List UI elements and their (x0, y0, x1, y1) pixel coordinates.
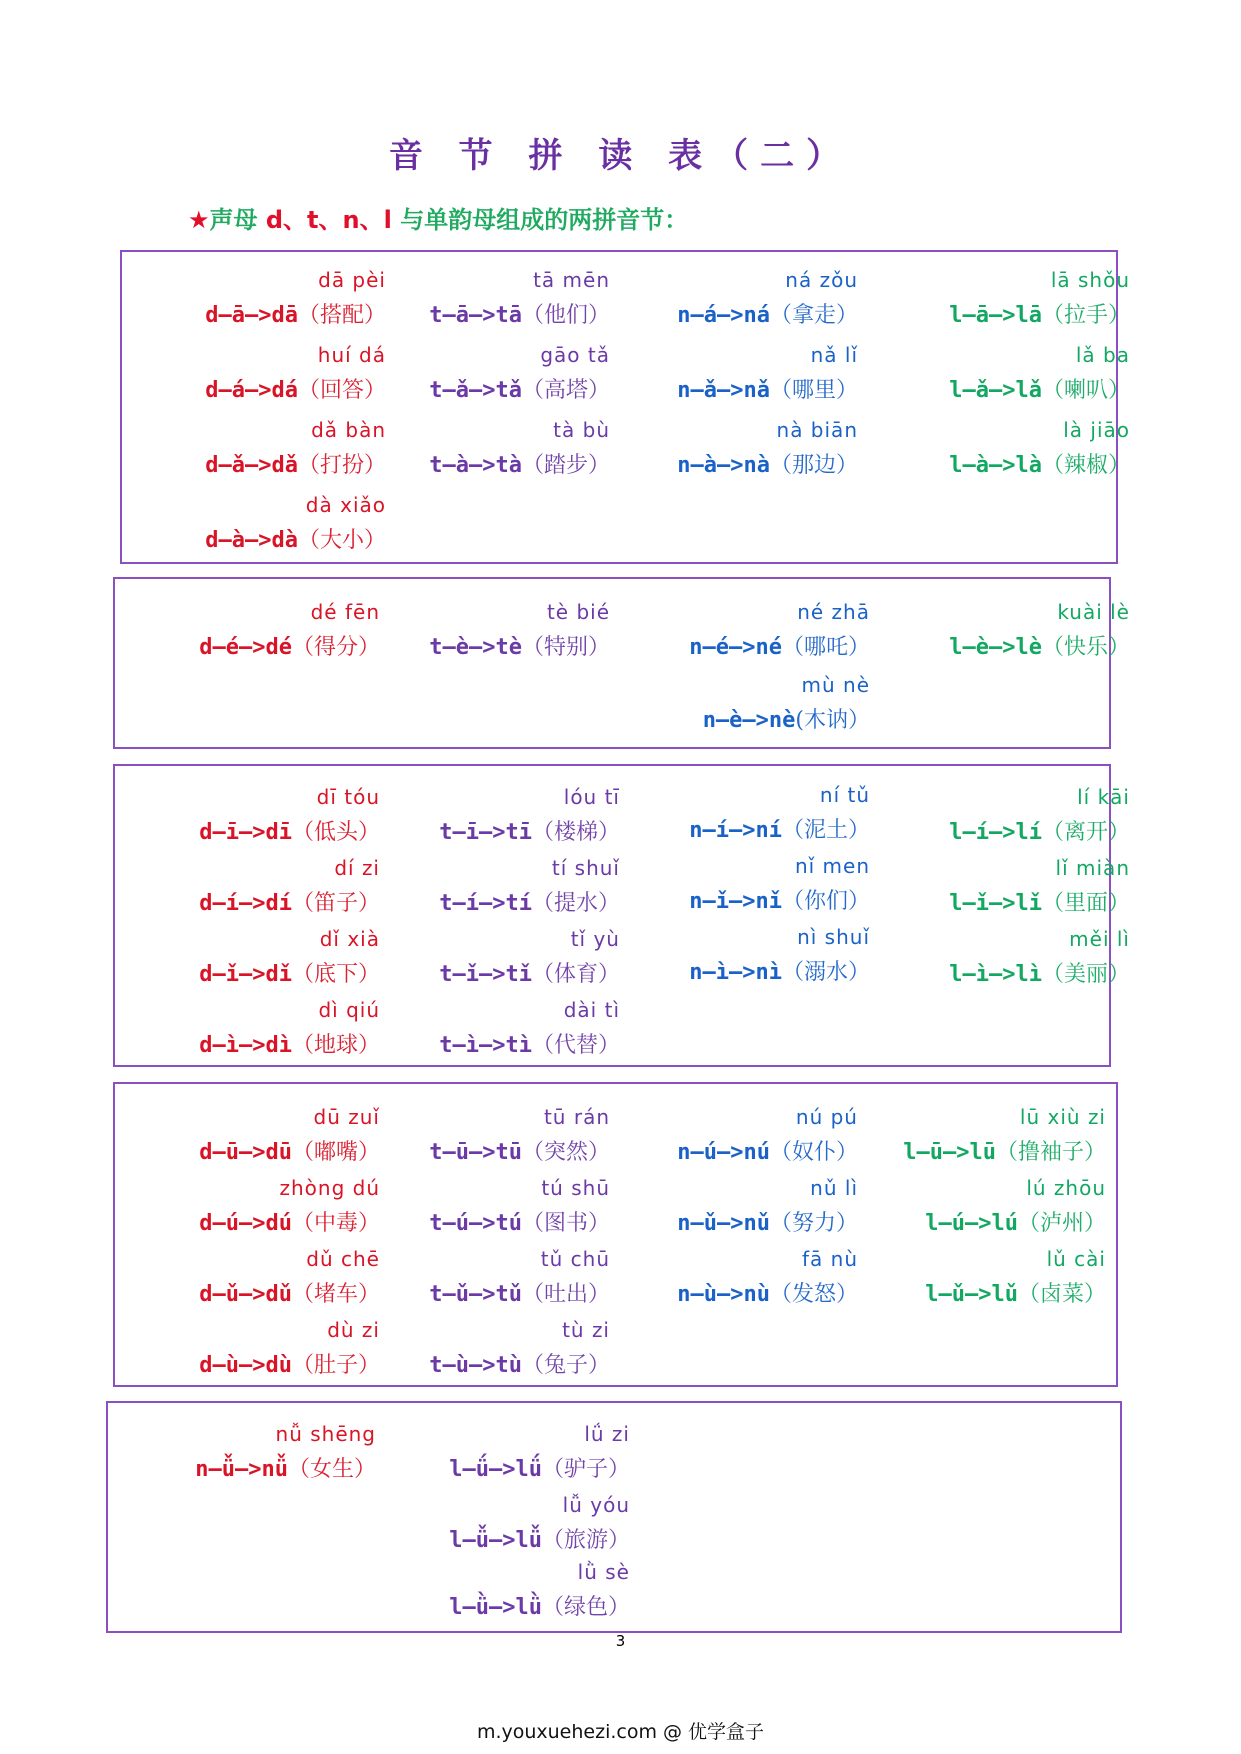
spelling-formula-row (588, 1205, 858, 1243)
spelling-formula-row (340, 447, 610, 485)
pinyin-label: dā pèi (318, 268, 386, 292)
spelling-formula: l—ú—>lú (925, 1211, 1018, 1236)
syllable-cell (360, 1555, 630, 1627)
spelling-formula-row (588, 1134, 858, 1172)
example-word: （美丽） (1041, 962, 1130, 987)
example-word: （拿走） (769, 303, 858, 328)
example-word: （那边） (769, 453, 858, 478)
pinyin-label: nǐ men (794, 854, 870, 878)
pinyin-label: lǚ yóu (562, 1493, 630, 1517)
spelling-formula-row (588, 297, 858, 335)
example-word: （低头） (291, 820, 380, 845)
example-word: （搭配） (297, 303, 386, 328)
spelling-formula: t—ǐ—>tǐ (439, 962, 532, 987)
syllable-cell (340, 1242, 610, 1314)
subtitle-prefix: 声母 (209, 206, 266, 234)
syllable-cell (350, 993, 620, 1065)
page-number: 3 (615, 1632, 626, 1650)
example-word: （你们） (781, 889, 870, 914)
example-word: （哪里） (769, 378, 858, 403)
spelling-formula-row (836, 1205, 1106, 1243)
pinyin-label: ná zǒu (785, 268, 858, 292)
spelling-formula-row (860, 814, 1130, 852)
example-word: （特别） (521, 635, 610, 660)
spelling-formula: n—í—>ní (689, 818, 782, 843)
syllable-cell (860, 922, 1130, 994)
spelling-formula: t—à—>tà (429, 453, 522, 478)
syllable-cell (600, 920, 870, 992)
spelling-formula-row (860, 956, 1130, 994)
spelling-formula: d—ǎ—>dǎ (205, 453, 298, 478)
example-word: （楼梯） (531, 820, 620, 845)
example-word: （喇叭） (1041, 378, 1130, 403)
footer-watermark: m.youxuehezi.com @ 优学盒子 (476, 1721, 765, 1743)
example-word: （突然） (521, 1140, 610, 1165)
pinyin-label: mù nè (801, 673, 870, 697)
example-word: （兔子） (521, 1353, 610, 1378)
spelling-formula: n—á—>ná (677, 303, 770, 328)
example-word: （女生） (287, 1457, 376, 1482)
example-word: （体育） (531, 962, 620, 987)
spelling-formula-row (588, 372, 858, 410)
spelling-formula-row (360, 1451, 630, 1489)
example-word: （笛子） (291, 891, 380, 916)
pinyin-label: nà biān (776, 418, 858, 442)
spelling-formula: n—ì—>nì (689, 960, 782, 985)
syllable-cell (588, 338, 858, 410)
example-word: （高塔） (521, 378, 610, 403)
syllable-cell (588, 263, 858, 335)
spelling-formula: t—ā—>tā (429, 303, 522, 328)
pinyin-label: lí kāi (1077, 785, 1130, 809)
pinyin-label: gāo tǎ (540, 343, 610, 367)
pinyin-label: lǐ miàn (1055, 856, 1130, 880)
example-word: （快乐） (1041, 635, 1130, 660)
spelling-formula: t—ù—>tù (429, 1353, 522, 1378)
example-word: （溺水） (781, 960, 870, 985)
example-word: （代替） (531, 1033, 620, 1058)
pinyin-label: lū xiù zi (1019, 1105, 1106, 1129)
pinyin-label: lǘ zi (584, 1422, 630, 1446)
syllable-cell (116, 488, 386, 560)
syllable-cell (860, 595, 1130, 667)
pinyin-label: dù zi (327, 1318, 380, 1342)
spelling-formula-row (588, 447, 858, 485)
spelling-formula: d—é—>dé (199, 635, 292, 660)
spelling-formula: d—á—>dá (205, 378, 298, 403)
syllable-cell (860, 263, 1130, 335)
spelling-formula-row (860, 629, 1130, 667)
example-word: （里面） (1041, 891, 1130, 916)
syllable-cell (110, 922, 380, 994)
example-word: （肚子） (291, 1353, 380, 1378)
pinyin-label: tú shū (541, 1176, 610, 1200)
spelling-formula: t—ǔ—>tǔ (429, 1282, 522, 1307)
syllable-cell (350, 851, 620, 923)
spelling-formula: d—à—>dà (205, 528, 298, 553)
spelling-formula: l—ū—>lū (903, 1140, 996, 1165)
page-title: 音 节 拼 读 表（二） (388, 136, 853, 176)
pinyin-label: tǔ chū (540, 1247, 610, 1271)
syllable-cell (350, 922, 620, 994)
syllable-cell (588, 1100, 858, 1172)
subtitle-letters: d、t、n、l (265, 206, 392, 234)
syllable-cell (340, 1171, 610, 1243)
spelling-formula: l—ǚ—>lǚ (449, 1528, 542, 1553)
pinyin-label: nǚ shēng (275, 1422, 376, 1446)
pinyin-label: ní tǔ (819, 783, 870, 807)
pinyin-label: nǔ lì (810, 1176, 858, 1200)
example-word: （大小） (297, 528, 386, 553)
example-word: （提水） (531, 891, 620, 916)
spelling-formula: n—à—>nà (677, 453, 770, 478)
spelling-formula-row (116, 522, 386, 560)
spelling-formula: l—ǜ—>lǜ (449, 1595, 542, 1620)
pinyin-label: dà xiǎo (305, 493, 386, 517)
spelling-formula-row (350, 885, 620, 923)
spelling-formula-row (860, 297, 1130, 335)
example-word: （打扮） (297, 453, 386, 478)
spelling-formula: l—à—>là (949, 453, 1042, 478)
pinyin-label: tè bié (546, 600, 610, 624)
spelling-formula: d—ǐ—>dǐ (199, 962, 292, 987)
spelling-formula: n—è—>nè (702, 708, 796, 733)
example-word: （拉手） (1041, 303, 1130, 328)
syllable-cell (340, 595, 610, 667)
syllable-cell (360, 1417, 630, 1489)
spelling-formula-row (106, 1451, 376, 1489)
example-word: （努力） (769, 1211, 858, 1236)
example-word: （泥土） (781, 818, 870, 843)
spelling-formula: t—è—>tè (429, 635, 522, 660)
spelling-formula: d—ǔ—>dǔ (199, 1282, 292, 1307)
spelling-formula: n—ǐ—>nǐ (689, 889, 782, 914)
pinyin-label: né zhā (797, 600, 870, 624)
spelling-formula: t—ú—>tú (429, 1211, 522, 1236)
spelling-formula-row (110, 1027, 380, 1065)
example-word: （踏步） (521, 453, 610, 478)
spelling-formula: d—ī—>dī (199, 820, 292, 845)
spelling-formula: d—ú—>dú (199, 1211, 292, 1236)
pinyin-label: nì shuǐ (797, 925, 870, 949)
pinyin-label: dài tì (563, 998, 620, 1022)
pinyin-label: nǎ lǐ (810, 343, 858, 367)
example-word: （旅游） (541, 1528, 630, 1553)
spelling-formula: l—ǔ—>lǔ (925, 1282, 1018, 1307)
pinyin-label: tū rán (543, 1105, 610, 1129)
pinyin-label: dé fēn (310, 600, 380, 624)
example-word: （绿色） (541, 1595, 630, 1620)
pinyin-label: měi lì (1069, 927, 1130, 951)
pinyin-label: lóu tī (563, 785, 620, 809)
example-word: （图书） (521, 1211, 610, 1236)
example-word: （撸袖子） (995, 1140, 1106, 1165)
spelling-formula-row (110, 885, 380, 923)
syllable-cell (836, 1242, 1106, 1314)
syllable-cell (106, 1417, 376, 1489)
spelling-formula-row (340, 372, 610, 410)
syllable-cell (110, 993, 380, 1065)
pinyin-label: huí dá (317, 343, 386, 367)
spelling-formula: l—í—>lí (949, 820, 1042, 845)
spelling-formula: n—ǔ—>nǔ (677, 1211, 770, 1236)
example-word: （泸州） (1017, 1211, 1106, 1236)
pinyin-label: tí shuǐ (551, 856, 620, 880)
spelling-formula-row (350, 1027, 620, 1065)
pinyin-label: lǜ sè (577, 1560, 630, 1584)
spelling-formula-row (340, 1347, 610, 1385)
spelling-formula: t—ì—>tì (439, 1033, 532, 1058)
syllable-cell (600, 849, 870, 921)
pinyin-label: lú zhōu (1026, 1176, 1106, 1200)
spelling-formula: n—ǎ—>nǎ (677, 378, 770, 403)
pinyin-label: kuài lè (1057, 600, 1130, 624)
spelling-formula-row (600, 883, 870, 921)
spelling-formula: l—ā—>lā (949, 303, 1042, 328)
spelling-formula-row (360, 1589, 630, 1627)
spelling-formula-row (860, 372, 1130, 410)
spelling-formula-row (600, 702, 870, 740)
spelling-formula-row (600, 629, 870, 667)
example-word: （中毒） (291, 1211, 380, 1236)
spelling-formula-row (588, 1276, 858, 1314)
spelling-formula: n—ú—>nú (677, 1140, 770, 1165)
pinyin-label: nú pú (795, 1105, 858, 1129)
syllable-cell (340, 413, 610, 485)
subtitle-suffix: 与单韵母组成的两拼音节： (391, 206, 689, 234)
pinyin-label: lā shǒu (1050, 268, 1130, 292)
pinyin-label: dǐ xià (319, 927, 380, 951)
spelling-formula: t—ī—>tī (439, 820, 532, 845)
pinyin-label: dǎ bàn (311, 418, 386, 442)
syllable-cell (600, 778, 870, 850)
example-word: （卤菜） (1017, 1282, 1106, 1307)
spelling-formula: l—ǎ—>lǎ (949, 378, 1042, 403)
spelling-formula-row (340, 1205, 610, 1243)
spelling-formula-row (110, 814, 380, 852)
spelling-formula-row (340, 1276, 610, 1314)
spelling-formula: d—ū—>dū (199, 1140, 292, 1165)
example-word: （奴仆） (769, 1140, 858, 1165)
spelling-formula-row (340, 297, 610, 335)
spelling-formula-row (860, 885, 1130, 923)
syllable-cell (588, 413, 858, 485)
example-word: （他们） (521, 303, 610, 328)
example-word: （离开） (1041, 820, 1130, 845)
pinyin-label: dǔ chē (306, 1247, 380, 1271)
pinyin-label: tù zi (562, 1318, 610, 1342)
spelling-formula-row (860, 447, 1130, 485)
example-word: （地球） (291, 1033, 380, 1058)
spelling-formula-row (110, 956, 380, 994)
spelling-formula: l—ǐ—>lǐ (949, 891, 1042, 916)
pinyin-label: lǎ ba (1075, 343, 1130, 367)
spelling-formula: d—ù—>dù (199, 1353, 292, 1378)
spelling-formula: l—ǘ—>lǘ (449, 1457, 542, 1482)
spelling-formula-row (600, 812, 870, 850)
spelling-formula-row (836, 1276, 1106, 1314)
syllable-cell (836, 1171, 1106, 1243)
spelling-formula: n—ù—>nù (677, 1282, 770, 1307)
pinyin-label: lǔ cài (1046, 1247, 1106, 1271)
pinyin-label: dī tóu (316, 785, 380, 809)
example-word: （驴子） (541, 1457, 630, 1482)
spelling-formula: l—è—>lè (949, 635, 1042, 660)
syllable-cell (340, 338, 610, 410)
pinyin-label: tā mēn (533, 268, 610, 292)
spelling-formula: l—ì—>lì (949, 962, 1042, 987)
spelling-formula: d—ì—>dì (199, 1033, 292, 1058)
syllable-cell (340, 1100, 610, 1172)
example-word: （嘟嘴） (291, 1140, 380, 1165)
spelling-formula: d—ā—>dā (205, 303, 298, 328)
syllable-cell (110, 851, 380, 923)
example-word: （哪吒） (781, 635, 870, 660)
star-icon: ★ (188, 206, 210, 234)
spelling-formula: t—ǎ—>tǎ (429, 378, 522, 403)
spelling-formula-row (600, 954, 870, 992)
spelling-formula: n—é—>né (689, 635, 782, 660)
example-word: （底下） (291, 962, 380, 987)
syllable-cell (360, 1488, 630, 1560)
syllable-cell (600, 595, 870, 667)
pinyin-label: tǐ yù (570, 927, 620, 951)
spelling-formula: n—ǚ—>nǚ (195, 1457, 288, 1482)
syllable-cell (836, 1100, 1106, 1172)
pinyin-label: fā nù (801, 1247, 858, 1271)
syllable-cell (340, 1313, 610, 1385)
syllable-cell (600, 668, 870, 740)
syllable-cell (588, 1242, 858, 1314)
spelling-formula-row (340, 1134, 610, 1172)
pinyin-label: là jiāo (1063, 418, 1130, 442)
pinyin-label: tà bù (553, 418, 610, 442)
example-word: （堵车） (291, 1282, 380, 1307)
pinyin-label: dì qiú (318, 998, 380, 1022)
syllable-cell (860, 780, 1130, 852)
syllable-cell (588, 1171, 858, 1243)
pinyin-label: zhòng dú (279, 1176, 380, 1200)
syllable-cell (860, 338, 1130, 410)
example-word: （发怒） (769, 1282, 858, 1307)
spelling-formula-row (340, 629, 610, 667)
example-word: (木讷） (795, 708, 870, 733)
syllable-cell (350, 780, 620, 852)
example-word: （回答） (297, 378, 386, 403)
example-word: （得分） (291, 635, 380, 660)
spelling-formula-row (350, 814, 620, 852)
section-subtitle (188, 200, 688, 235)
example-word: （吐出） (521, 1282, 610, 1307)
syllable-cell (860, 851, 1130, 923)
syllable-cell (340, 263, 610, 335)
spelling-formula: d—í—>dí (199, 891, 292, 916)
spelling-formula: t—í—>tí (439, 891, 532, 916)
example-word: （辣椒） (1041, 453, 1130, 478)
pinyin-label: dí zi (334, 856, 380, 880)
spelling-formula-row (836, 1134, 1106, 1172)
syllable-cell (110, 780, 380, 852)
spelling-formula-row (350, 956, 620, 994)
syllable-cell (860, 413, 1130, 485)
pinyin-label: dū zuǐ (313, 1105, 380, 1129)
spelling-formula: t—ū—>tū (429, 1140, 522, 1165)
